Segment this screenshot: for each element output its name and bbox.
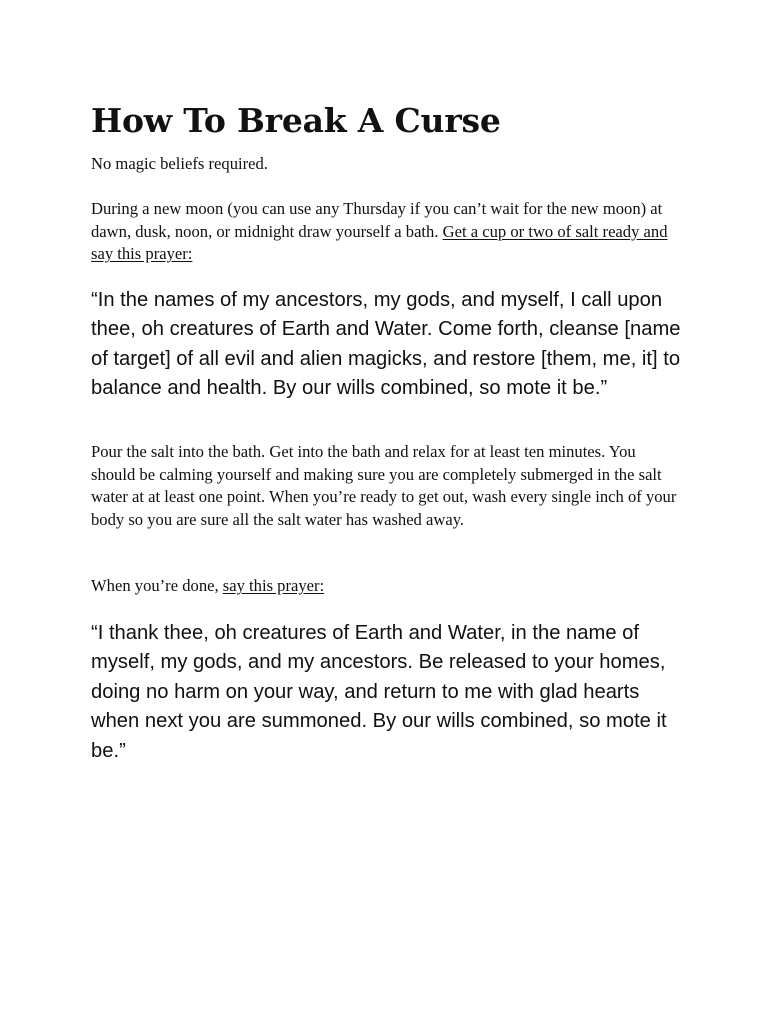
document-title: How To Break A Curse bbox=[91, 101, 501, 140]
prayer-two: “I thank thee, oh creatures of Earth and Water, in the name of myself, my gods, and my ancestors. Be released to your homes, doing no harm on your way, and return to me with glad hearts when next you are summoned. By our wills combined, so mote it be.” bbox=[91, 622, 667, 762]
intro-paragraph bbox=[91, 198, 683, 266]
intro-text: During a new moon (you can use any Thursday if you can’t wait for the new moon) at dawn, dusk, noon, or midnight draw yourself a bath. bbox=[91, 199, 663, 241]
when-done-paragraph bbox=[91, 575, 683, 598]
subtitle: No magic beliefs required. bbox=[91, 154, 268, 173]
when-done-underlined-text: say this prayer: bbox=[222, 576, 325, 595]
intro-underlined-text: Get a cup or two of salt ready and say this prayer: bbox=[91, 221, 668, 263]
prayer-one: “In the names of my ancestors, my gods, and myself, I call upon thee, oh creatures of Earth and Water. Come forth, cleanse [name of target] of all evil and alien magicks, and restore [them, me, it] to balance and health. By our wills combined, so mote it be.” bbox=[91, 289, 681, 400]
when-done-text: When you’re done, bbox=[91, 576, 223, 595]
instructions-paragraph: Pour the salt into the bath. Get into the bath and relax for at least ten minutes. You should be calming yourself and making sure you are completely submerged in the salt water at at least one point. When you’re ready to get out, wash every single inch of your body so you are sure all the salt water has washed away. bbox=[91, 442, 677, 529]
